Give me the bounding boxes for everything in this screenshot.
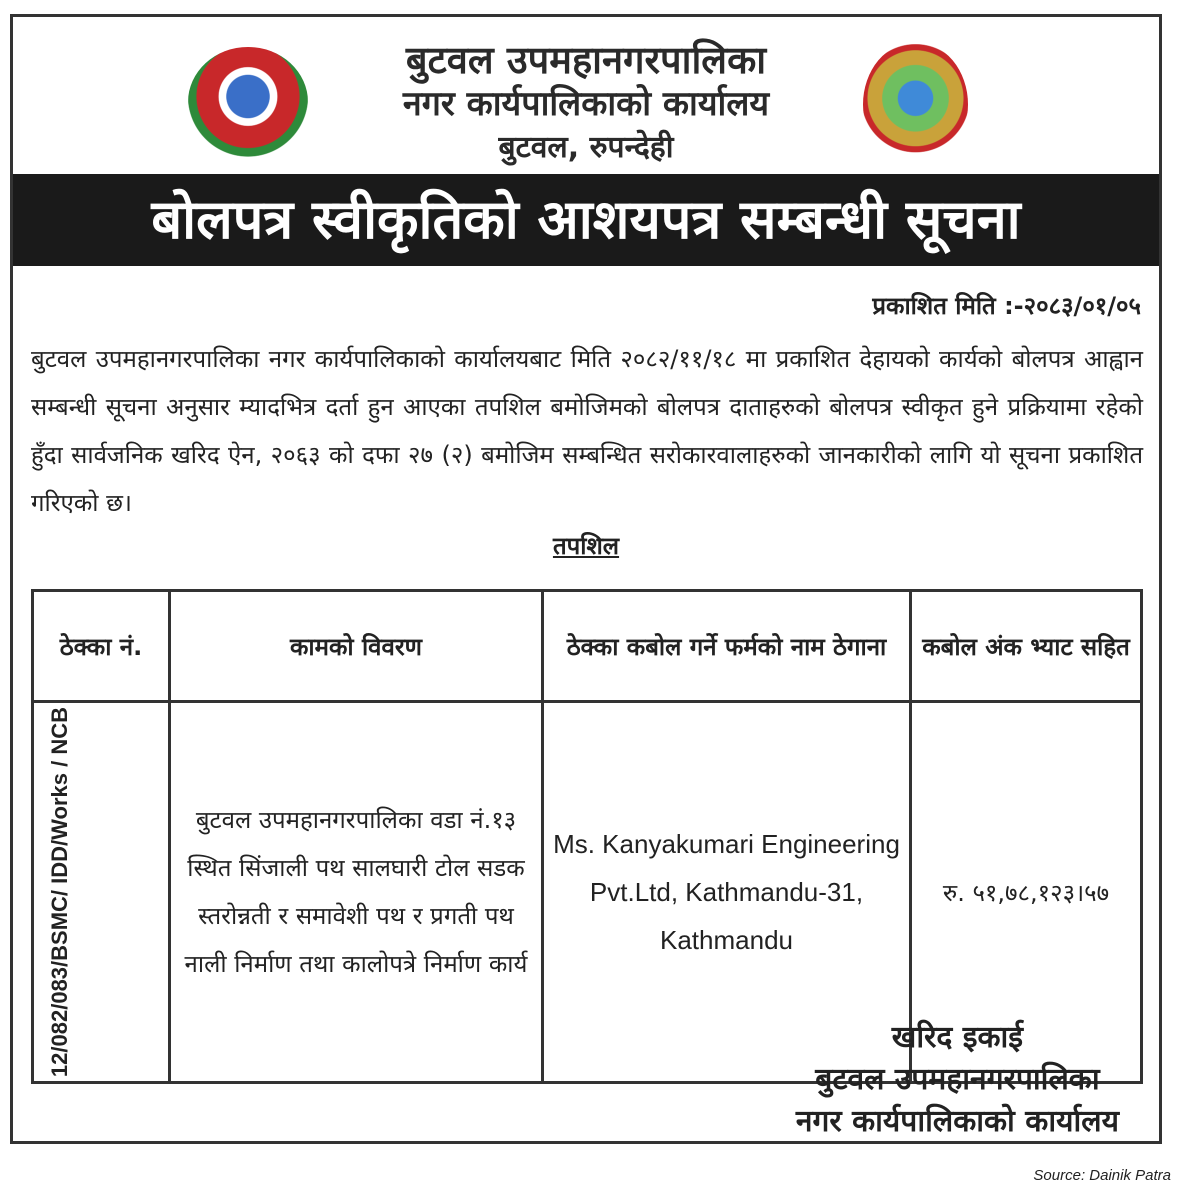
signature-office: नगर कार्यपालिकाको कार्यालय	[795, 1104, 1119, 1139]
office-name: नगर कार्यपालिकाको कार्यालय	[402, 84, 770, 124]
source-credit: Source: Dainik Patra	[1033, 1167, 1171, 1184]
signature-block	[796, 1017, 1119, 1143]
col-amount: कबोल अंक भ्याट सहित	[911, 591, 1142, 702]
notice-header	[13, 17, 1159, 174]
contract-table	[31, 589, 1143, 1084]
location: बुटवल, रुपन्देही	[498, 130, 674, 165]
notice-title: बोलपत्र स्वीकृतिको आशयपत्र सम्बन्धी सूचना	[13, 174, 1159, 266]
notice-body: बुटवल उपमहानगरपालिका नगर कार्यपालिकाको कार्यालयबाट मिति २०८२/११/१८ मा प्रकाशित देहायको कार्यको बोलपत्र आह्वान सम्बन्धी सूचना अनुसार म्यादभित्र दर्ता हुन आएका तपशिल बमोजिमको बोलपत्र दाताहरुको बोलपत्र स्वीकृत हुने प्रक्रियामा रहेको हुँदा सार्वजनिक खरिद ऐन, २०६३ को दफा २७ (२) बमोजिम सम्बन्धित सरोकारवालाहरुको जानकारीको लागि यो सूचना प्रकाशित गरिएको छ।	[31, 345, 1143, 517]
notice-frame	[10, 14, 1162, 1144]
signature-org: बुटवल उपमहानगरपालिका	[815, 1062, 1100, 1097]
col-description: कामको विवरण	[170, 591, 543, 702]
firm-cell: Ms. Kanyakumari Engineering Pvt.Ltd, Kathmandu-31, Kathmandu	[543, 702, 911, 1083]
description-cell: बुटवल उपमहानगरपालिका वडा नं.१३ स्थित सिंजाली पथ सालघारी टोल सडक स्तरोन्नती र समावेशी पथ र प्रगती पथ नाली निर्माण तथा कालोपत्रे निर्माण कार्य	[170, 702, 543, 1083]
procurement-unit: खरिद इकाई	[891, 1020, 1024, 1055]
table-header-row	[33, 591, 1142, 702]
col-firm: ठेक्का कबोल गर्ने फर्मको नाम ठेगाना	[543, 591, 911, 702]
org-name: बुटवल उपमहानगरपालिका	[405, 38, 767, 82]
details-heading: तपशिल	[552, 532, 620, 560]
contract-no: 12/082/083/BSMC/ IDD/Works / NCB	[47, 707, 72, 1078]
amount-cell: रु. ५१,७८,१२३।५७	[911, 702, 1142, 1083]
publish-date: प्रकाशित मिति :-२०८३/०१/०५	[872, 292, 1141, 320]
contract-no-cell	[33, 702, 170, 1083]
col-contract-no: ठेक्का नं.	[33, 591, 170, 702]
